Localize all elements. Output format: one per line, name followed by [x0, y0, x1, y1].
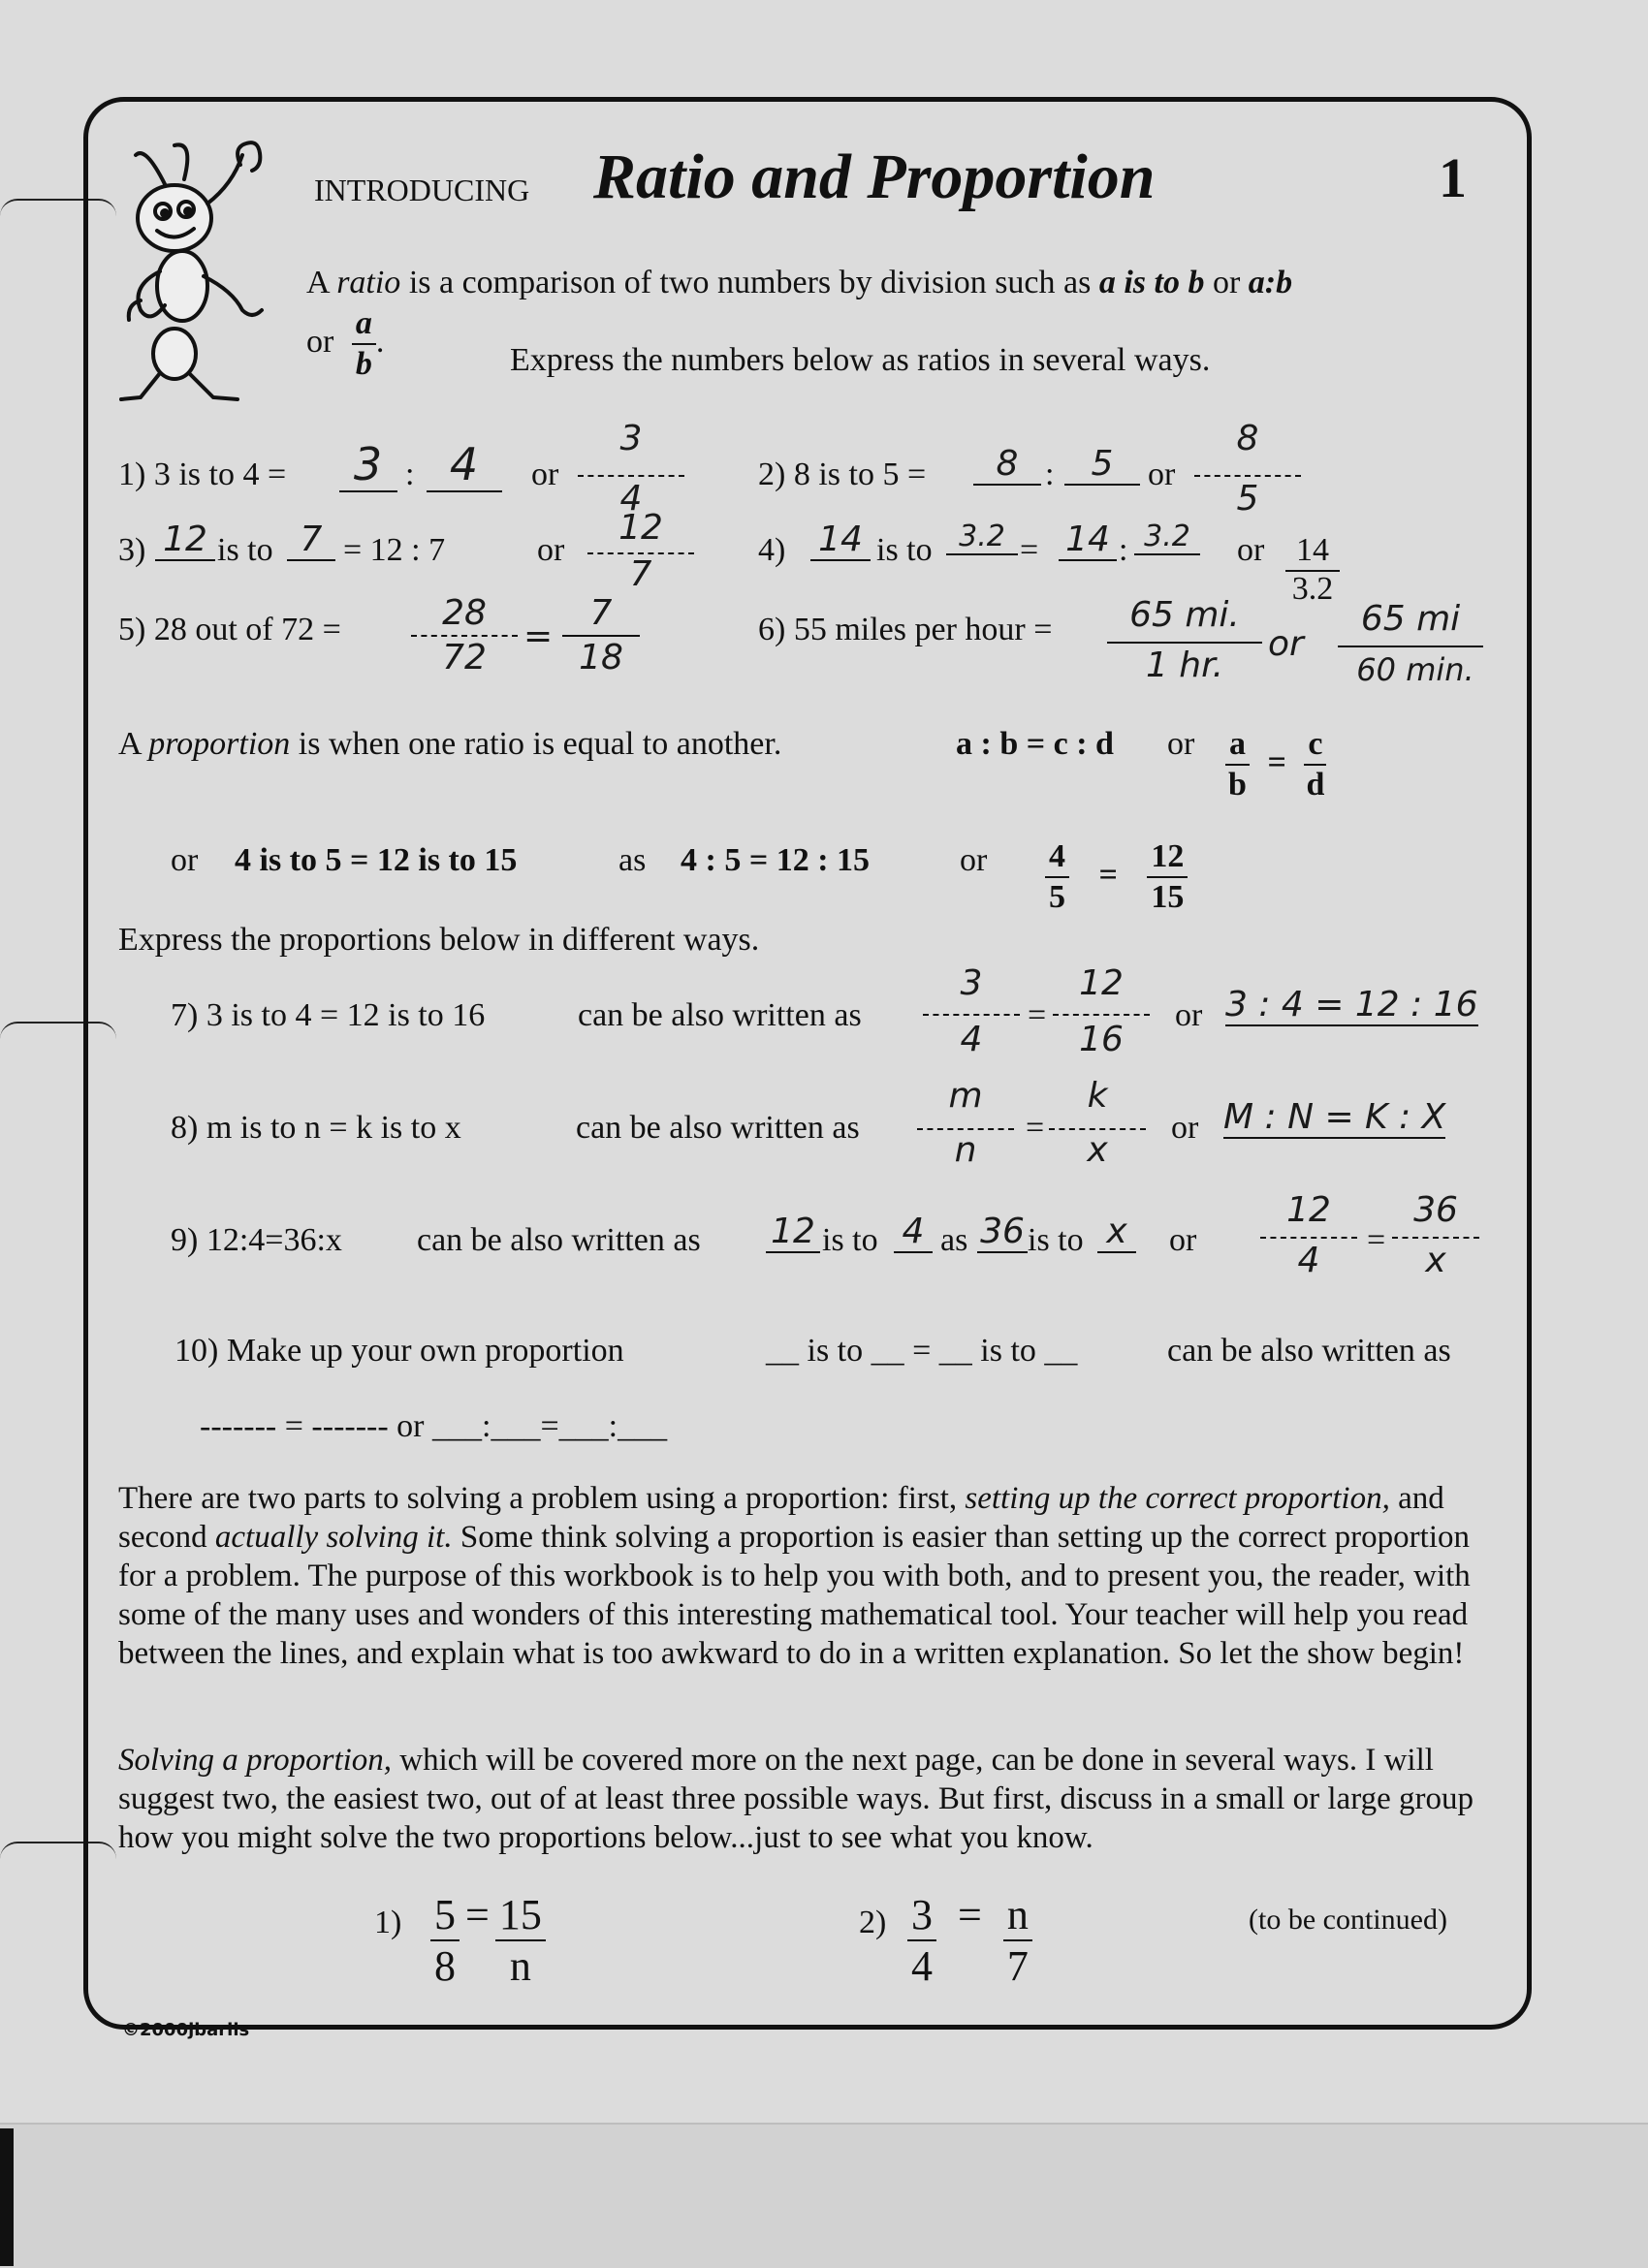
answer-5-reduced-denominator: 18	[579, 638, 623, 677]
colon: :	[405, 457, 415, 492]
colon: :	[1045, 457, 1055, 492]
question-7-label: 7) 3 is to 4 = 12 is to 16	[171, 997, 486, 1033]
colon: :	[1119, 532, 1128, 568]
question-4-number: 4)	[758, 532, 786, 568]
final-proportion-2: $\frac{3}{4}$ = $\frac{n}{7}$	[907, 1890, 1032, 1991]
answer-6-denominator: 1 hr.	[1145, 646, 1224, 685]
solving-paragraph: Solving a proportion, which will be covered more on the next page, can be done in several ways. I will suggest two, the easiest two, out of at least three possible ways. But first, discuss in a small or large group how you might solve the two proportions below...just to see what you know.	[118, 1743, 1474, 1855]
answer-3a: 12	[155, 520, 215, 561]
is-to-text: is to	[822, 1222, 878, 1258]
answer-8-n1: m	[948, 1076, 983, 1116]
ratio-definition: A ratio is a comparison of two numbers by division such as a is to b or a:b	[306, 265, 1293, 300]
answer-7-d1: 4	[960, 1020, 983, 1059]
as-text: as	[940, 1222, 968, 1258]
answer-6-numerator: 65 mi.	[1129, 595, 1240, 635]
answer-3-numerator: 12	[618, 508, 663, 548]
fraction-4-denominator: 3.2	[1291, 571, 1334, 607]
answer-8-d1: n	[954, 1130, 977, 1170]
answer-6-alt-numerator: 65 mi	[1360, 599, 1461, 639]
question-3-number: 3)	[118, 532, 146, 568]
proportion-fraction-form: $\frac{a}{b}$ = $\frac{c}{d}$	[1225, 725, 1326, 804]
fraction-bar	[411, 635, 518, 637]
scan-edge	[0, 2128, 14, 2266]
equals: =	[523, 616, 554, 656]
to-be-continued: (to be continued)	[1249, 1904, 1447, 1936]
answer-7-n2: 12	[1079, 963, 1124, 1003]
answer-4c: 14	[1059, 520, 1117, 561]
or-text: or	[1268, 624, 1304, 664]
question-10-label: 10) Make up your own proportion	[174, 1333, 624, 1369]
answer-9d: x	[1097, 1212, 1136, 1253]
is-to-text: is to	[876, 532, 933, 568]
proportion-colon-form: a : b = c : d	[956, 726, 1114, 762]
answer-6-alt-denominator: 60 min.	[1356, 651, 1474, 688]
answer-4a: 14	[810, 520, 871, 561]
answer-9-n2: 36	[1413, 1190, 1458, 1230]
question-10-blanks-line2: ------- = ------- or ___:___=___:___	[200, 1408, 668, 1444]
fraction-4-numerator: 14	[1285, 531, 1340, 572]
answer-8-d2: x	[1087, 1130, 1108, 1170]
answer-2-numerator: 8	[1236, 419, 1259, 458]
or-text: or	[531, 457, 559, 492]
or-text: or	[537, 532, 565, 568]
worksheet-border	[83, 97, 1532, 2030]
equals: =	[1020, 532, 1039, 568]
equals: =	[1026, 1110, 1045, 1146]
answer-8-n2: k	[1087, 1076, 1108, 1116]
final-1-label: 1)	[374, 1905, 402, 1940]
fraction-bar	[1260, 1237, 1357, 1239]
fraction-bar	[1338, 646, 1483, 647]
fraction-bar	[923, 1014, 1020, 1016]
question-8-label: 8) m is to n = k is to x	[171, 1110, 461, 1146]
fraction-bar	[1107, 642, 1262, 644]
equals: =	[1028, 997, 1047, 1033]
or-text: or	[960, 842, 988, 878]
proportion-definition: A proportion is when one ratio is equal to another.	[118, 726, 782, 762]
or-text: or	[1148, 457, 1176, 492]
written-as-text: can be also written as	[1167, 1333, 1451, 1369]
answer-1-denominator: 4	[619, 479, 643, 519]
or-text: or	[1171, 1110, 1199, 1146]
answer-3b: 7	[287, 520, 335, 561]
ratio-fraction-form: or $\frac{a}{b}$ .	[306, 305, 385, 382]
page-title: Ratio and Proportion	[593, 142, 1156, 212]
fraction-bar	[1053, 1014, 1150, 1016]
or-text: or	[171, 842, 199, 878]
introducing-label: INTRODUCING	[314, 173, 530, 207]
final-proportion-1: $\frac{5}{8}$ = $\frac{15}{n}$	[430, 1890, 546, 1991]
page-number: 1	[1439, 146, 1467, 209]
copyright: ©2000jbarils	[122, 2020, 250, 2040]
answer-2a: 8	[973, 444, 1041, 486]
example-colon-form: 4 : 5 = 12 : 15	[681, 842, 871, 878]
answer-9a: 12	[766, 1212, 820, 1253]
final-2-label: 2)	[859, 1905, 887, 1940]
answer-4d: 3.2	[1134, 520, 1200, 555]
ant-mascot-icon	[107, 126, 281, 417]
example-fraction-form: $\frac{4}{5}$ = $\frac{12}{15}$	[1045, 837, 1188, 917]
ratio-instructions: Express the numbers below as ratios in several ways.	[510, 342, 1211, 378]
fraction-bar	[1194, 475, 1301, 477]
answer-9-n1: 12	[1286, 1190, 1331, 1230]
answer-5-denominator: 72	[442, 638, 487, 677]
answer-1b: 4	[427, 438, 502, 492]
is-to-text: is to	[1028, 1222, 1084, 1258]
answer-7-d2: 16	[1079, 1020, 1124, 1059]
or-text: or	[1169, 1222, 1197, 1258]
question-5-label: 5) 28 out of 72 =	[118, 612, 341, 647]
answer-7-colon-form: 3 : 4 = 12 : 16	[1225, 985, 1478, 1024]
answer-7-n1: 3	[960, 963, 983, 1003]
answer-1a: 3	[339, 438, 397, 492]
question-1-label: 1) 3 is to 4 =	[118, 457, 287, 492]
question-2-label: 2) 8 is to 5 =	[758, 457, 927, 492]
written-as-text: can be also written as	[417, 1222, 701, 1258]
question-6-label: 6) 55 miles per hour =	[758, 612, 1053, 647]
or-text: or	[1175, 997, 1203, 1033]
answer-9-d2: x	[1425, 1241, 1446, 1280]
scanner-bed	[0, 2123, 1648, 2268]
answer-8-colon-form: M : N = K : X	[1223, 1097, 1446, 1137]
question-10-blanks: __ is to __ = __ is to __	[766, 1333, 1078, 1369]
fraction-bar	[1392, 1237, 1479, 1239]
proportion-instructions: Express the proportions below in different ways.	[118, 922, 760, 958]
equals: =	[1367, 1222, 1386, 1258]
answer-4b: 3.2	[946, 520, 1018, 555]
answer-1-numerator: 3	[619, 419, 643, 458]
answer-9-d1: 4	[1297, 1241, 1320, 1280]
answer-9b: 4	[894, 1212, 933, 1253]
written-as-text: can be also written as	[578, 997, 862, 1033]
fraction-bar	[578, 475, 684, 477]
written-as-text: can be also written as	[576, 1110, 860, 1146]
answer-3-denominator: 7	[629, 554, 652, 594]
answer-9c: 36	[977, 1212, 1028, 1253]
example-words: 4 is to 5 = 12 is to 15	[235, 842, 518, 878]
is-to-text: is to	[217, 532, 273, 568]
answer-5-reduced-numerator: 7	[589, 593, 613, 633]
or-text: or	[1237, 532, 1265, 568]
answer-5-numerator: 28	[442, 593, 487, 633]
answer-2b: 5	[1064, 444, 1140, 486]
or-text: or	[1167, 726, 1195, 762]
question-9-label: 9) 12:4=36:x	[171, 1222, 342, 1258]
question-3-ratio: = 12 : 7	[343, 532, 446, 568]
intro-paragraph: There are two parts to solving a problem using a proportion: first, setting up the correct proportion, and second actually solving it. Some think solving a proportion is easier than setting up the correct proportion for a problem. The purpose of this workbook is to help you with both, and to present you, the reader, with some of the many uses and wonders of this interesting mathematical tool. Your teacher will help you read between the lines, and explain what is too awkward to do in a written explanation. So let the show begin!	[118, 1481, 1471, 1671]
answer-2-denominator: 5	[1236, 479, 1259, 519]
fraction-bar	[562, 635, 640, 637]
as-text: as	[618, 842, 647, 878]
